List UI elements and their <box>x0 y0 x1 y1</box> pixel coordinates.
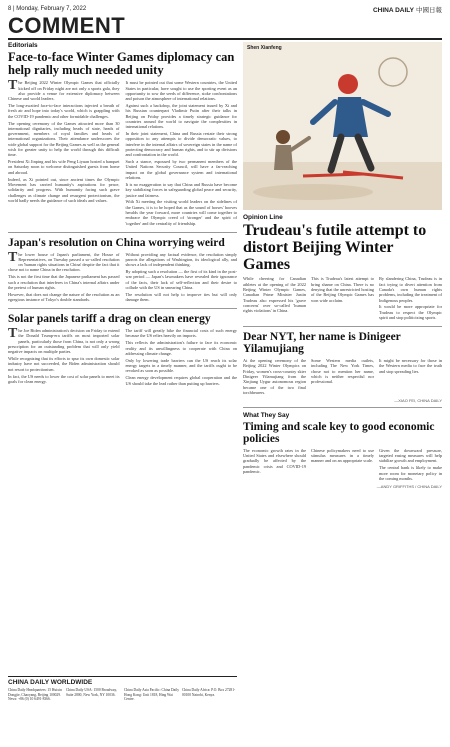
section-title: COMMENT <box>8 13 126 38</box>
paragraph: The Joe Biden administration's decision on Friday to extend the Donald Trump-era tariffs on most imported solar panels, particularly those from China, is not only a wrong prescription for an outstanding problem that will only yield negative impacts on multiple parties. <box>8 326 120 355</box>
paragraph: President Xi Jinping and his wife Peng Liyuan hosted a banquet on Saturday noon to welcome distinguished guests from home and abroad. <box>8 159 120 175</box>
paragraph: However, that does not change the nature of the resolution as an egregious instance of Tokyo's double standards. <box>8 291 120 303</box>
opinion-column <box>243 42 442 489</box>
editorials-tag: Editorials <box>8 42 38 49</box>
paragraph: Chinese policymakers need to use stimulus measures in a timely manner and on an appropriate scale. <box>311 447 374 464</box>
paragraph: In fact, the US needs to lower the cost of solar panels to meet its goals for clean energy. <box>8 373 120 384</box>
paragraph: The Beijing 2022 Winter Olympic Games that officially kicked off on Friday night are not only a sports gala, they also provide a venue for extensive diplomacy between Chinese and world leaders. <box>8 78 120 102</box>
brand-name: CHINA DAILY <box>372 6 414 14</box>
paragraph: While cheering for Canadian athletes at the opening of the 2022 Beijing Winter Olympic Games, Canadian Prime Minister Justin Trudeau also expressed his 'grave concerns' over so-called 'human rights violations' in China. <box>243 276 306 314</box>
paragraph: This is Trudeau's latest attempt to bring shame on China. There is no denying that the unrestricted hosting of the Beijing Olympic Games has won wide acclaim. <box>311 276 374 303</box>
opinion-body-1 <box>243 276 442 322</box>
paragraph: By slandering China, Trudeau is in fact trying to divert attention from Canada's own human rights problems, including the treatment of Indigenous peoples. <box>379 276 442 303</box>
editorial-body-2 <box>8 249 237 304</box>
page-info: 8 | Monday, February 7, 2022 <box>8 6 87 12</box>
worldwide-footer <box>8 676 237 741</box>
cartoon-credit: Shen Xianfeng <box>247 45 282 51</box>
editorial-headline-2: Japan's resolution on China worrying weird <box>8 236 225 249</box>
paragraph: Only by lowering trade barriers can the US reach its solar energy targets in a timely manner, and the tariffs ought to be revoked as soon as possible. <box>125 357 237 374</box>
paragraph: Given the downward pressure, targeted easing measures will help stabilize growth and employment. <box>379 447 442 464</box>
paragraph: Such a stance, espoused by two permanent members of the United Nations Security Council, will have a far-reaching impact on the global governance system and international relations. <box>125 159 237 181</box>
cartoon-illustration-icon <box>243 42 442 210</box>
editorial-headline-3: Solar panels tariff a drag on clean energy <box>8 313 211 326</box>
opinion-headline-1: Trudeau's futile attempt to distort Beijing Winter Games <box>243 222 427 273</box>
paragraph: Indeed, as Xi pointed out, since ancient times the Olympic Movement has carried humanity's aspirations for peace, solidarity and progress. With humanity facing such grave challenges as climate change and resurgent protectionism, the world badly needs the guidance of such ideals and values. <box>8 176 120 203</box>
paragraph: The central bank is likely to make more room for monetary policy in the coming months. <box>379 465 442 481</box>
byline: —XIAO FEI, CHINA DAILY <box>394 397 442 403</box>
paragraph: This is not the first time that the Japanese parliament has passed such a resolution that interferes in China's internal affairs under the pretext of human rights. <box>8 274 120 290</box>
paragraph: At the opening ceremony of the Beijing 2022 Winter Olympics on Friday, women's cross-country skier Dinigeer Yilamujiang from the Xinjiang Uygur autonomous region became one of the two final torchbearers. <box>243 358 306 395</box>
paragraph: The tariff will greatly hike the financial costs of such energy because the US relies heavily on imports. <box>125 328 237 339</box>
byline: —ANDY GRIFFITHS / CHINA DAILY <box>376 483 442 489</box>
paragraph: Without providing any factual evidence, the resolution simply parrots the allegations of Washington, its ideological ally, and shows a lack of independent thinking. <box>125 251 237 268</box>
paragraph: The resolution will not help to improve ties but will only damage them. <box>125 291 237 303</box>
editorial-body-1 <box>8 80 237 227</box>
editorial-body-3 <box>8 328 237 387</box>
paragraph: Clean energy development requires global cooperation and the US should take the lead rather than putting up barriers. <box>125 375 237 386</box>
editorials-column <box>8 42 237 387</box>
what-they-say-tag: What They Say <box>243 411 290 419</box>
paragraph: With Xi meeting the visiting world leaders on the sidelines of the Games, it is to be hoped that as the sound of horses' hooves heralds the year forward, more countries will come together to embrace the Olympic creed of 'stronger' and the spirit of 'together' and the centrality of friendship. <box>125 199 237 226</box>
divider <box>243 407 442 408</box>
opinion-headline-3: Timing and scale key to good economic policies <box>243 420 435 445</box>
footer-block: China Daily Headquarters: 15 Huixin Dongjie, Chaoyang, Beijing 100029. News: +86 (0) 10 6491-8366. <box>8 688 62 702</box>
paragraph: The lower house of Japan's parliament, the House of Representatives, on Tuesday passed a so-called resolution on 'human rights situations in China' despite the fact that it chose not to name China in the resolution. <box>8 249 120 273</box>
brand-name-zh: 中國日報 <box>416 6 442 14</box>
opinion-tag: Opinion Line <box>243 214 283 221</box>
paragraph: It might be necessary for those in the Western media to face the truth and stop spreading lies. <box>379 358 442 374</box>
footer-block: China Daily USA: 1500 Broadway, Suite 2800, New York, NY 10036. <box>66 688 117 697</box>
paragraph: It is no exaggeration to say that China and Russia have become key stabilizing forces in safeguarding global peace and security, justice and fairness. <box>125 181 237 198</box>
opinion-body-3 <box>243 448 442 483</box>
editorial-cartoon <box>243 42 442 210</box>
editorial-headline-1: Face-to-face Winter Games diplomacy can help rally much needed unity <box>8 50 235 78</box>
paragraph: The long-awaited face-to-face interactions injected a breath of fresh air and hope into today's world, which is grappling with the COVID-19 pandemic and other formidable challenges. <box>8 103 120 119</box>
paragraph: While recognizing that its efforts to spur its own domestic solar industry have not succeeded, the Biden administration should not resort to protectionism. <box>8 356 120 372</box>
opinion-body-2 <box>243 358 442 397</box>
divider <box>243 326 442 327</box>
footer-block: China Daily Asia Pacific: China Daily Hong Kong: Unit 1818, Hing Wai Centre. <box>124 688 179 702</box>
footer-grid <box>8 688 237 702</box>
footer-title: CHINA DAILY WORLDWIDE <box>8 679 93 686</box>
paragraph: It would be more appropriate for Trudeau to respect the Olympic spirit and stop politicizing sports. <box>379 304 442 321</box>
opinion-headline-2: Dear NYT, her name is Dinigeer Yilamujiang <box>243 330 401 356</box>
paragraph: This reflects the administration's failure to face its economic reality and its unwillingness to cooperate with China on addressing climate change. <box>125 340 237 356</box>
divider <box>8 232 237 233</box>
paragraph: The economic growth rates in the United States and elsewhere should gradually be affected by the pandemic crisis and COVID-19 pandemic. <box>243 447 306 475</box>
section-header <box>8 14 442 40</box>
paragraph: In their joint statement, China and Russia restate their strong opposition to any attempts to divide democratic values, to interfere in the internal affairs of sovereign states in the name of protecting democracy and human rights, and to stir up divisions and confrontation in the world. <box>125 131 237 158</box>
paragraph: Against such a backdrop, the joint statement issued by Xi and his Russian counterpart Vladimir Putin after their talks in Beijing on Friday provides a timely strategic guidance for countries around the world to navigate the complexities in international relations. <box>125 103 237 130</box>
divider <box>8 308 237 309</box>
footer-block: China Daily Africa: P.O. Box 27281-00100 Nairobi, Kenya. <box>182 688 236 697</box>
brand <box>373 5 442 14</box>
paragraph: Some Western media outlets, including The New York Times, chose not to mention her name, which is neither respectful nor professional. <box>311 358 374 385</box>
paragraph: The opening ceremony of the Games attracted more than 30 international dignitaries, including heads of state, heads of government, members of royal families and heads of international organizations. Their attendance underscores the wide global support for the Beijing Games as well as the general wish for greater unity to help the world through this difficult time. <box>8 120 120 158</box>
paragraph: By adopting such a resolution — the first of its kind in the post-war period — Japan's lawmakers have revealed their ignorance of the facts, their lack of self-reflection and their desire to collude with the US in smearing China. <box>125 269 237 290</box>
paragraph: It must be pointed out that some Western countries, the United States in particular, have sought to use the sporting event as an opportunity to sow the seeds of difference, stoke confrontations and poison the atmosphere of international relations. <box>125 80 237 102</box>
